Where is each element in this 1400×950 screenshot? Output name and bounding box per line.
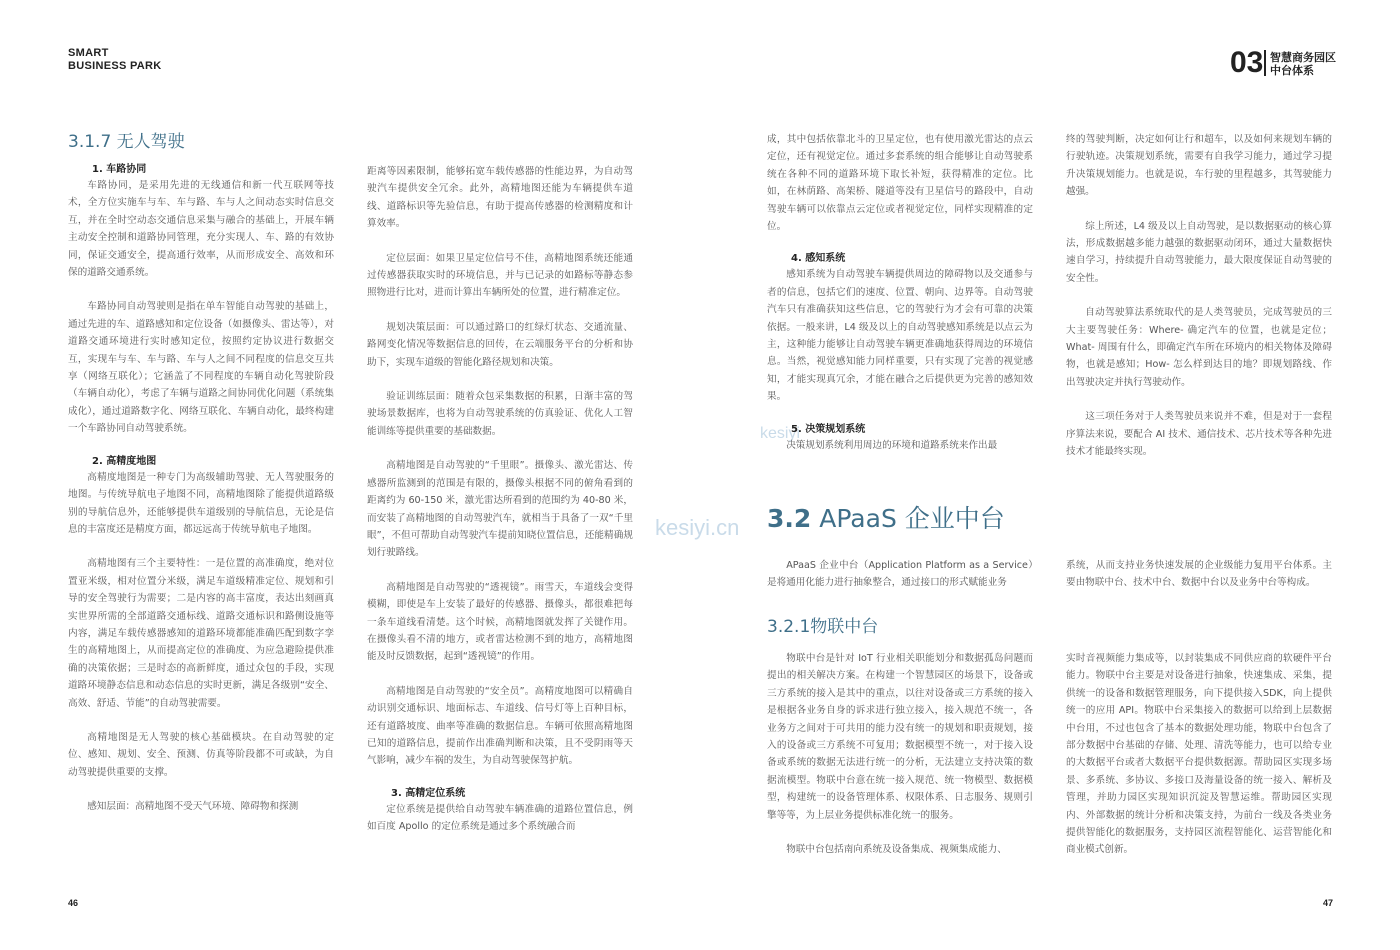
subheading-hd-map: 2. 高精度地图 — [92, 455, 157, 467]
column-4-bottom — [1066, 650, 1332, 859]
column-3-bottom — [767, 650, 1033, 858]
paragraph: 物联中台是针对 IoT 行业相关职能划分和数据孤岛问题而提出的相关解决方案。在构建一个智慧园区的场景下，设备或三方系统的接入是其中的重点，以往对设备或三方系统的接入是根据各业务自身的诉求进行独立接入，接入规范不统一，各业务方之间对于可共用的能力没有统一的规划和职责规划，接入的设备或三方系统不可复用；数据模型不统一，对于接入设备或系统的数据无法进行统一的分析，无法建立支持决策的数据流模型。物联中台意在统一接入规范、统一物模型、数据模型，构建统一的设备管理体系、权限体系、日志服务、规则引擎等等，为上层业务提供标准化统一的服务。 — [767, 653, 1033, 821]
brand-line-1: SMART — [68, 47, 109, 59]
paragraph: 高精地图是自动驾驶的“千里眼”。摄像头、激光雷达、传感器所监测到的范围是有限的，摄像头根据不同的俯角看到的距离约为 60-150 米，激光雷达所看到的范围约为 40-80 米，而安装了高精地图的自动驾驶汽车，就相当于具备了一双“千里眼”，不但可帮助自动驾驶汽车提前知晓位置信息，还能精确规划行驶路线。 — [367, 460, 633, 559]
watermark-text: kesiyi.cn — [655, 515, 740, 540]
column-3-top — [767, 131, 1033, 454]
paragraph: 综上所述，L4 级及以上自动驾驶，是以数据驱动的核心算法，形成数据越多能力越强的数据驱动闭环，通过大量数据快速自学习，持续提升自动驾驶能力，最大限度保证自动驾驶的安全性。 — [1066, 220, 1332, 284]
column-2 — [367, 163, 633, 836]
paragraph: 车路协同自动驾驶则是指在单车智能自动驾驶的基础上，通过先进的车、道路感知和定位设备（如摄像头、雷达等），对道路交通环境进行实时感知定位，按照约定协议进行数据交互，实现车与车、车与路、车与人之间不同程度的信息交互共享（网络互联化）；它涵盖了不同程度的车辆自动化驾驶阶段（车辆自动化），考虑了车辆与道路之间协同优化问题（系统集成化），通过道路数字化、网络互联化、车辆自动化，最终构建一个车路协同自动驾驶系统。 — [68, 301, 334, 435]
paragraph: 物联中台包括南向系统及设备集成、视频集成能力、 — [786, 844, 1007, 856]
chapter-number: 03 — [1230, 46, 1264, 79]
subheading-perception: 4. 感知系统 — [791, 253, 846, 265]
paragraph: 定位层面：如果卫星定位信号不佳，高精地图系统还能通过传感器获取实时的环境信息，并与已记录的如路标等静态参照物进行比对，进而计算出车辆所处的位置，进行精准定位。 — [367, 252, 633, 299]
page-number-left: 46 — [68, 898, 79, 908]
column-1 — [68, 163, 334, 816]
paragraph: 高精度地图是一种专门为高级辅助驾驶、无人驾驶服务的地图。与传统导航电子地图不同，高精地图除了能提供道路级别的导航信息外，还能够提供车道级别的导航信息，无论是信息的丰富度还是精度方面，都远远高于传统导航电子地图。 — [68, 471, 334, 535]
paragraph: 高精地图是无人驾驶的核心基础模块。在自动驾驶的定位、感知、规划、安全、预测、仿真等阶段都不可或缺，为自动驾驶提供重要的支撑。 — [68, 731, 334, 778]
column-4-top — [1066, 131, 1332, 461]
paragraph: 决策规划系统利用周边的环境和道路系统来作出最 — [786, 439, 998, 451]
paragraph: 验证训练层面：随着众包采集数据的积累，日渐丰富的驾驶场景数据库，也将为自动驾驶系统的仿真验证、优化人工智能训练等提供重要的基础数据。 — [367, 391, 633, 437]
chapter-divider — [1264, 50, 1266, 76]
section-number: 3.2 — [767, 504, 812, 533]
section-title: APaaS 企业中台 — [819, 504, 1005, 533]
subheading-positioning: 3. 高精定位系统 — [391, 787, 466, 799]
page-number-right: 47 — [1323, 898, 1334, 908]
paragraph: APaaS 企业中台（Application Platform as a Service）是将通用化能力进行抽象整合，通过接口的形式赋能业务 — [767, 560, 1033, 589]
brand-logo-text — [68, 47, 162, 73]
paragraph: 高精地图是自动驾驶的“透视镜”。雨雪天，车道线会变得模糊，即使是车上安装了最好的传感器、摄像头，都很难把每一条车道线看清楚。这个时候，高精地图就发挥了关键作用。在摄像头看不清的地方，或者雷达检测不到的地方，高精地图能及时反馈数据，起到“透视镜”的作用。 — [367, 581, 633, 663]
brand-line-2: BUSINESS PARK — [68, 60, 162, 72]
paragraph: 高精地图是自动驾驶的“安全员”。高精度地图可以精确自动识别交通标识、地面标志、车道线、信号灯等上百种目标，还有道路坡度、曲率等准确的数据信息。车辆可依照高精地图已知的道路信息，提前作出准确判断和决策，且不受阴雨等天气影响，减少车祸的发生，为自动驾驶保驾护航。 — [367, 685, 633, 767]
chapter-title-line-1: 智慧商务园区 — [1270, 51, 1336, 64]
paragraph: 实时音视频能力集成等，以封装集成不同供应商的软硬件平台能力。物联中台主要是对设备进行抽象，快速集成、采集，提供统一的设备和数据管理服务，向下提供接入SDK，向上提供统一的应用 API。物联中台采集接入的数据可以给到上层数据中台用，不过也包含了基本的数据处理功能，物联中台包含了部分数据中台基础的存储、处理、清洗等能力，也可以给专业的大数据平台或者大数据平台提供数据源。帮助园区实现多场景、多系统、多协议、多接口及海量设备的统一接入、解析及管理，并助力园区实现知识沉淀及智慧运维。帮助园区实现内、外部数据的统计分析和决策支持，为前台一线及各类业务提供智能化的数据服务，支持园区流程智能化、运营智能化和商业模式创新。 — [1066, 653, 1332, 856]
intro-left — [767, 557, 1033, 592]
section-heading-3-1-7: 3.1.7 无人驾驶 — [68, 132, 185, 152]
paragraph: 规划决策层面：可以通过路口的红绿灯状态、交通流量、路网变化情况等数据信息的回传，在云端服务平台的分析和协助下，实现车道级的智能化路径规划和决策。 — [367, 321, 633, 368]
paragraph: 距离等因素限制，能够拓宽车载传感器的性能边界，为自动驾驶汽车提供安全冗余。此外，高精地图还能为车辆提供车道线、道路标识等先验信息，有助于提高传感器的检测精度和计算效率。 — [367, 166, 633, 230]
section-heading-3-2 — [767, 504, 1005, 534]
chapter-title-line-2: 中台体系 — [1270, 64, 1314, 77]
section-heading-3-2-1: 3.2.1物联中台 — [767, 617, 879, 637]
paragraph: 感知层面：高精地图不受天气环境、障碍物和探测 — [87, 801, 299, 813]
paragraph: 感知系统为自动驾驶车辆提供周边的障碍物以及交通参与者的信息，包括它们的速度、位置、朝向、边界等。自动驾驶汽车只有准确获知这些信息，它的驾驶行为才会有可靠的决策依据。一般来讲，L4 级及以上的自动驾驶感知系统是以点云为主，这种能力能够让自动驾驶车辆更准确地获得周边的环境信息。当然，视觉感知能力同样重要，只有实现了完善的视觉感知，才能实现真冗余，才能在融合之后提供更为完善的感知效果。 — [767, 269, 1033, 403]
paragraph: 车路协同，是采用先进的无线通信和新一代互联网等技术，全方位实施车与车、车与路、车与人之间动态实时信息交互，并在全时空动态交通信息采集与融合的基础上，开展车辆主动安全控制和道路协同管理，充分实现人、车、路的有效协同，保证交通安全，提高通行效率，从而形成安全、高效和环保的道路交通系统。 — [68, 180, 334, 279]
paragraph: 这三项任务对于人类驾驶员来说并不难，但是对于一套程序算法来说，要配合 AI 技术、通信技术、芯片技术等各种先进技术才能最终实现。 — [1066, 411, 1332, 458]
paragraph: 高精地图有三个主要特性：一是位置的高准确度，绝对位置亚米级，相对位置分米级，满足车道级精准定位、规划和引导的安全驾驶行为需要；二是内容的高丰富度，表达出刻画真实世界所需的全部道路交通标线、道路交通标识和路侧设施等内容，满足车载传感器感知的道路环境都能准确匹配到数字孪生的高精地图上，从而提高定位的准确度、为应急避险提供准确的决策依据；三是时态的高新鲜度，通过众包的手段，实现道路环境静态信息和动态信息的实时更新，满足各级别“安全、高效、舒适、节能”的自动驾驶需要。 — [68, 558, 334, 709]
paragraph: 终的驾驶判断，决定如何让行和超车，以及如何来规划车辆的行驶轨迹。决策规划系统，需要有自我学习能力，通过学习提升决策规划能力。也就是说，车行驶的里程越多，其驾驶能力越强。 — [1066, 134, 1332, 198]
chapter-title — [1270, 51, 1336, 77]
subheading-planning: 5. 决策规划系统 — [791, 423, 866, 435]
intro-right — [1066, 557, 1332, 592]
paragraph: 成，其中包括依靠北斗的卫星定位，也有使用激光雷达的点云定位，还有视觉定位。通过多套系统的组合能够让自动驾驶系统在各种不同的道路环境下取长补短，获得精准的定位。比如，在林荫路、高架桥、隧道等没有卫星信号的路段中，自动驾驶车辆可以依靠点云定位或者视觉定位，同样实现精准的定位。 — [767, 134, 1033, 233]
paragraph: 自动驾驶算法系统取代的是人类驾驶员，完成驾驶员的三大主要驾驶任务：Where- 确定汽车的位置，也就是定位；What- 周围有什么，即确定汽车所在环境内的相关物体及障碍物，也就是感知；How- 怎么样到达目的地？即规划路线、作出驾驶决定并执行驾驶动作。 — [1066, 307, 1332, 388]
watermark-small: kesiyi — [760, 425, 801, 442]
subheading-road-coop: 1. 车路协同 — [92, 164, 147, 175]
paragraph: 系统，从而支持业务快速发展的企业级能力复用平台体系。主要由物联中台、技术中台、数据中台以及业务中台等构成。 — [1066, 560, 1332, 589]
paragraph: 定位系统是提供给自动驾驶车辆准确的道路位置信息，例如百度 Apollo 的定位系统是通过多个系统融合而 — [367, 803, 633, 833]
